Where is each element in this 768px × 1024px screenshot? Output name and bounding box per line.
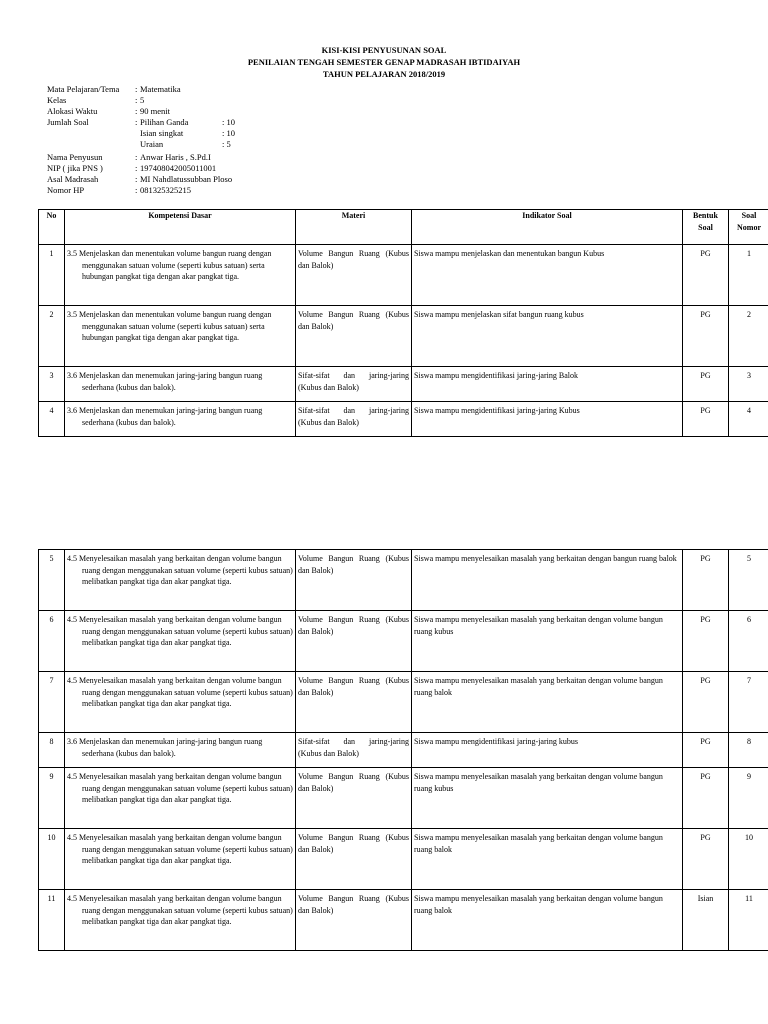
table-row: [39, 402, 768, 437]
info-value: 5: [140, 95, 145, 105]
info-label: Nama Penyusun: [47, 152, 103, 162]
cell-no: 9: [39, 768, 65, 829]
cell-kompetensi-dasar: [65, 733, 296, 768]
cell-materi: Volume Bangun Ruang (Kubus dan Balok): [296, 768, 412, 829]
cell-bentuk-soal: Isian: [683, 890, 729, 951]
info-value: Anwar Haris , S.Pd.I: [140, 152, 211, 162]
info-value: 081325325215: [140, 185, 191, 195]
kisi-table-page1: [38, 209, 768, 437]
cell-bentuk-soal: PG: [683, 306, 729, 367]
cell-soal-nomor: 1: [729, 245, 768, 306]
info-label: NIP ( jika PNS ): [47, 163, 103, 173]
cell-bentuk-soal: PG: [683, 611, 729, 672]
cell-materi: Volume Bangun Ruang (Kubus dan Balok): [296, 550, 412, 611]
kd-text: 4.5 Menyelesaikan masalah yang berkaitan dengan volume bangun ruang dengan menggunakan satuan volume (seperti kubus satuan) melibatkan pangkat tiga dan akar pangkat tiga.: [67, 615, 293, 647]
kd-text: 4.5 Menyelesaikan masalah yang berkaitan dengan volume bangun ruang dengan menggunakan satuan volume (seperti kubus satuan) melibatkan pangkat tiga dan akar pangkat tiga.: [67, 554, 293, 586]
kd-text: 4.5 Menyelesaikan masalah yang berkaitan dengan volume bangun ruang dengan menggunakan satuan volume (seperti kubus satuan) melibatkan pangkat tiga dan akar pangkat tiga.: [67, 894, 293, 926]
cell-soal-nomor: 2: [729, 306, 768, 367]
kisi-table-page2: [38, 549, 768, 951]
cell-kompetensi-dasar: [65, 402, 296, 437]
cell-no: 11: [39, 890, 65, 951]
cell-kompetensi-dasar: [65, 829, 296, 890]
cell-no: 5: [39, 550, 65, 611]
kd-text: 3.5 Menjelaskan dan menentukan volume bangun ruang dengan menggunakan satuan volume (seperti kubus satuan) serta hubungan pangkat tiga dengan akar pangkat tiga.: [67, 310, 272, 342]
cell-kompetensi-dasar: [65, 245, 296, 306]
info-separator: :: [135, 117, 138, 127]
info-separator: :: [135, 163, 138, 173]
info-value: Isian singkat: [140, 128, 184, 138]
kd-text: 4.5 Menyelesaikan masalah yang berkaitan dengan volume bangun ruang dengan menggunakan satuan volume (seperti kubus satuan) melibatkan pangkat tiga dan akar pangkat tiga.: [67, 833, 293, 865]
info-value: 90 menit: [140, 106, 170, 116]
cell-indikator: Siswa mampu menyelesaikan masalah yang berkaitan dengan bangun ruang balok: [412, 550, 683, 611]
cell-indikator: Siswa mampu menyelesaikan masalah yang berkaitan dengan volume bangun ruang kubus: [412, 611, 683, 672]
col-header-bentuk: Bentuk Soal: [683, 210, 729, 245]
kd-text: 4.5 Menyelesaikan masalah yang berkaitan dengan volume bangun ruang dengan menggunakan satuan volume (seperti kubus satuan) melibatkan pangkat tiga dan akar pangkat tiga.: [67, 676, 293, 708]
kd-text: 4.5 Menyelesaikan masalah yang berkaitan dengan volume bangun ruang dengan menggunakan satuan volume (seperti kubus satuan) melibatkan pangkat tiga dan akar pangkat tiga.: [67, 772, 293, 804]
kd-text: 3.6 Menjelaskan dan menemukan jaring-jaring bangun ruang sederhana (kubus dan balok).: [67, 406, 263, 427]
info-value: 197408042005011001: [140, 163, 217, 173]
table-row: [39, 245, 768, 306]
info-separator: :: [135, 185, 138, 195]
info-value: Pilihan Ganda: [140, 117, 189, 127]
kd-text: 3.6 Menjelaskan dan menemukan jaring-jaring bangun ruang sederhana (kubus dan balok).: [67, 737, 263, 758]
kd-text: 3.5 Menjelaskan dan menentukan volume bangun ruang dengan menggunakan satuan volume (seperti kubus satuan) serta hubungan pangkat tiga dengan akar pangkat tiga.: [67, 249, 272, 281]
cell-bentuk-soal: PG: [683, 245, 729, 306]
cell-soal-nomor: 7: [729, 672, 768, 733]
cell-materi: Volume Bangun Ruang (Kubus dan Balok): [296, 611, 412, 672]
table-row: [39, 768, 768, 829]
table-row: [39, 890, 768, 951]
info-value: Uraian: [140, 139, 164, 149]
cell-indikator: Siswa mampu menjelaskan sifat bangun ruang kubus: [412, 306, 683, 367]
info-count: : 10: [222, 117, 235, 127]
cell-soal-nomor: 4: [729, 402, 768, 437]
table-row: [39, 733, 768, 768]
info-separator: :: [135, 95, 138, 105]
cell-no: 6: [39, 611, 65, 672]
info-count: : 10: [222, 128, 235, 138]
cell-soal-nomor: 9: [729, 768, 768, 829]
cell-indikator: Siswa mampu menjelaskan dan menentukan bangun Kubus: [412, 245, 683, 306]
cell-materi: Sifat-sifat dan jaring-jaring (Kubus dan Balok): [296, 367, 412, 402]
cell-soal-nomor: 5: [729, 550, 768, 611]
info-separator: :: [135, 174, 138, 184]
table-row: [39, 611, 768, 672]
cell-bentuk-soal: PG: [683, 672, 729, 733]
cell-no: 10: [39, 829, 65, 890]
cell-soal-nomor: 10: [729, 829, 768, 890]
doc-title: KISI-KISI PENYUSUNAN SOAL: [321, 45, 447, 55]
info-label: Mata Pelajaran/Tema: [47, 84, 120, 94]
cell-kompetensi-dasar: [65, 306, 296, 367]
cell-no: 8: [39, 733, 65, 768]
cell-indikator: Siswa mampu menyelesaikan masalah yang berkaitan dengan volume bangun ruang balok: [412, 890, 683, 951]
cell-materi: Volume Bangun Ruang (Kubus dan Balok): [296, 829, 412, 890]
info-value: Matematika: [140, 84, 181, 94]
table-row: [39, 550, 768, 611]
info-label: Jumlah Soal: [47, 117, 89, 127]
cell-indikator: Siswa mampu mengidentifikasi jaring-jaring Balok: [412, 367, 683, 402]
info-separator: :: [135, 152, 138, 162]
cell-no: 7: [39, 672, 65, 733]
cell-soal-nomor: 8: [729, 733, 768, 768]
cell-bentuk-soal: PG: [683, 768, 729, 829]
cell-bentuk-soal: PG: [683, 367, 729, 402]
col-header-materi: Materi: [296, 210, 412, 245]
cell-materi: Volume Bangun Ruang (Kubus dan Balok): [296, 890, 412, 951]
table-row: [39, 672, 768, 733]
cell-bentuk-soal: PG: [683, 829, 729, 890]
table-row: [39, 829, 768, 890]
cell-no: 2: [39, 306, 65, 367]
doc-subtitle: PENILAIAN TENGAH SEMESTER GENAP MADRASAH IBTIDAIYAH: [247, 57, 521, 67]
col-header-kd: Kompetensi Dasar: [65, 210, 296, 245]
col-header-no: No: [39, 210, 65, 245]
cell-no: 4: [39, 402, 65, 437]
info-separator: :: [135, 106, 138, 116]
cell-indikator: Siswa mampu menyelesaikan masalah yang berkaitan dengan volume bangun ruang balok: [412, 829, 683, 890]
cell-indikator: Siswa mampu menyelesaikan masalah yang berkaitan dengan volume bangun ruang balok: [412, 672, 683, 733]
cell-soal-nomor: 3: [729, 367, 768, 402]
cell-kompetensi-dasar: [65, 550, 296, 611]
cell-kompetensi-dasar: [65, 890, 296, 951]
cell-soal-nomor: 6: [729, 611, 768, 672]
cell-indikator: Siswa mampu mengidentifikasi jaring-jaring kubus: [412, 733, 683, 768]
table-row: [39, 367, 768, 402]
cell-materi: Volume Bangun Ruang (Kubus dan Balok): [296, 306, 412, 367]
table-row: [39, 306, 768, 367]
cell-bentuk-soal: PG: [683, 402, 729, 437]
cell-kompetensi-dasar: [65, 611, 296, 672]
kd-text: 3.6 Menjelaskan dan menemukan jaring-jaring bangun ruang sederhana (kubus dan balok).: [67, 371, 263, 392]
cell-soal-nomor: 11: [729, 890, 768, 951]
info-label: Alokasi Waktu: [47, 106, 98, 116]
doc-year: TAHUN PELAJARAN 2018/2019: [322, 69, 446, 79]
cell-kompetensi-dasar: [65, 367, 296, 402]
cell-kompetensi-dasar: [65, 768, 296, 829]
cell-indikator: Siswa mampu mengidentifikasi jaring-jaring Kubus: [412, 402, 683, 437]
col-header-nomor: Soal Nomor: [729, 210, 768, 245]
cell-indikator: Siswa mampu menyelesaikan masalah yang berkaitan dengan volume bangun ruang kubus: [412, 768, 683, 829]
info-separator: :: [135, 84, 138, 94]
col-header-indikator: Indikator Soal: [412, 210, 683, 245]
info-label: Kelas: [47, 95, 67, 105]
table-header-row: [39, 210, 768, 245]
info-label: Asal Madrasah: [47, 174, 99, 184]
cell-materi: Volume Bangun Ruang (Kubus dan Balok): [296, 672, 412, 733]
info-label: Nomor HP: [47, 185, 85, 195]
cell-bentuk-soal: PG: [683, 550, 729, 611]
cell-bentuk-soal: PG: [683, 733, 729, 768]
cell-materi: Volume Bangun Ruang (Kubus dan Balok): [296, 245, 412, 306]
info-count: : 5: [222, 139, 231, 149]
cell-no: 1: [39, 245, 65, 306]
cell-kompetensi-dasar: [65, 672, 296, 733]
info-value: MI Nahdlatussubban Ploso: [140, 174, 233, 184]
cell-materi: Sifat-sifat dan jaring-jaring (Kubus dan Balok): [296, 733, 412, 768]
cell-materi: Sifat-sifat dan jaring-jaring (Kubus dan Balok): [296, 402, 412, 437]
cell-no: 3: [39, 367, 65, 402]
